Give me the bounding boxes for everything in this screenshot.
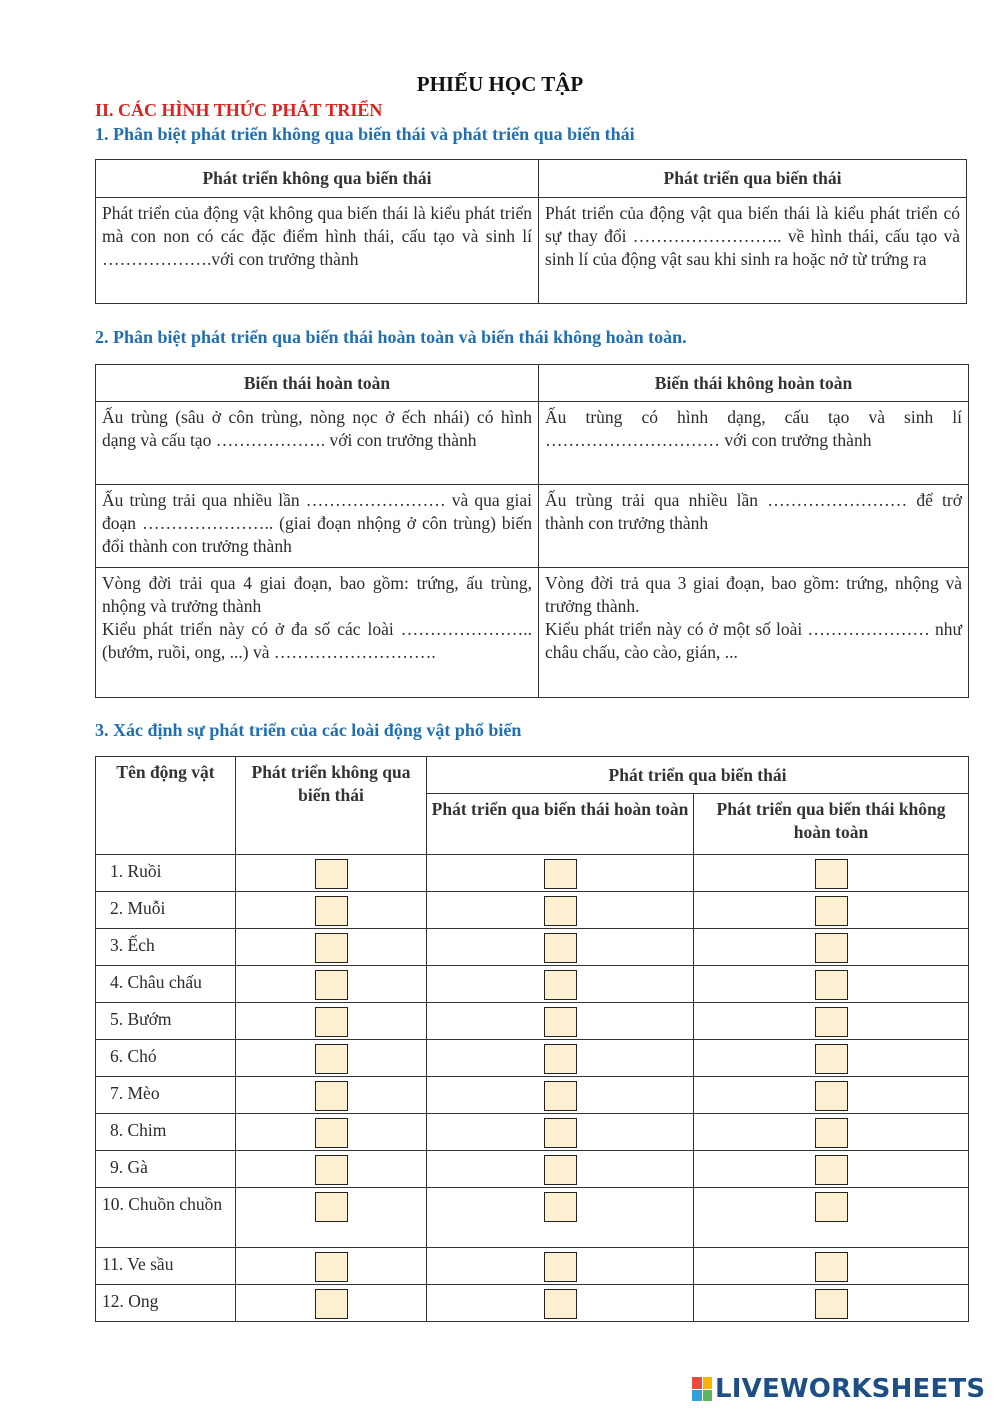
answer-box-incomplete[interactable] bbox=[815, 1192, 848, 1222]
part3-table bbox=[95, 756, 969, 1322]
animal-row bbox=[96, 892, 969, 929]
part3-header-name: Tên động vật bbox=[96, 757, 236, 855]
part1-header-left: Phát triển không qua biến thái bbox=[96, 160, 539, 198]
answer-box-no-meta[interactable] bbox=[315, 1007, 348, 1037]
part1-heading: 1. Phân biệt phát triển không qua biến thái và phát triển qua biến thái bbox=[95, 124, 635, 144]
answer-cell-complete bbox=[427, 892, 694, 929]
animal-name: 9. Gà bbox=[96, 1151, 236, 1188]
answer-box-incomplete[interactable] bbox=[815, 1252, 848, 1282]
answer-box-incomplete[interactable] bbox=[815, 859, 848, 889]
part2-row3-left-a: Vòng đời trải qua 4 giai đoạn, bao gồm: trứng, ấu trùng, nhộng và trưởng thành bbox=[102, 573, 532, 616]
animal-name: 12. Ong bbox=[96, 1285, 236, 1322]
animal-name: 11. Ve sầu bbox=[96, 1248, 236, 1285]
part2-table bbox=[95, 364, 969, 698]
part2-row2-right: Ấu trùng trải qua nhiều lần …………………… để trở thành con trưởng thành bbox=[539, 485, 969, 568]
logo-square-4 bbox=[703, 1390, 713, 1402]
answer-cell-complete bbox=[427, 855, 694, 892]
animal-row bbox=[96, 966, 969, 1003]
part1-right-text: Phát triển của động vật qua biến thái là kiểu phát triển có sự thay đổi …………………….. về hình thái, cấu tạo và sinh lí của động vật sau khi sinh ra hoặc nở từ trứng ra bbox=[539, 198, 967, 304]
part2-row3-left bbox=[96, 568, 539, 698]
part2-header-right: Biến thái không hoàn toàn bbox=[539, 365, 969, 402]
logo-square-1 bbox=[692, 1377, 702, 1389]
answer-cell-incomplete bbox=[694, 1151, 969, 1188]
answer-cell-incomplete bbox=[694, 1003, 969, 1040]
answer-box-incomplete[interactable] bbox=[815, 1155, 848, 1185]
answer-cell-no-meta bbox=[236, 1003, 427, 1040]
answer-cell-complete bbox=[427, 929, 694, 966]
answer-box-incomplete[interactable] bbox=[815, 1289, 848, 1319]
animal-row bbox=[96, 1285, 969, 1322]
answer-box-no-meta[interactable] bbox=[315, 1118, 348, 1148]
answer-box-incomplete[interactable] bbox=[815, 1007, 848, 1037]
answer-box-complete[interactable] bbox=[544, 1289, 577, 1319]
section-heading: II. CÁC HÌNH THỨC PHÁT TRIỂN bbox=[95, 100, 383, 120]
answer-box-no-meta[interactable] bbox=[315, 859, 348, 889]
animal-row bbox=[96, 1077, 969, 1114]
animal-name: 2. Muỗi bbox=[96, 892, 236, 929]
answer-cell-incomplete bbox=[694, 1114, 969, 1151]
liveworksheets-logo-icon bbox=[692, 1377, 712, 1401]
liveworksheets-brand: LIVEWORKSHEETS bbox=[715, 1374, 986, 1404]
part2-row1-right: Ấu trùng có hình dạng, cấu tạo và sinh lí ………………………… với con trưởng thành bbox=[539, 402, 969, 485]
answer-box-incomplete[interactable] bbox=[815, 933, 848, 963]
answer-box-incomplete[interactable] bbox=[815, 1118, 848, 1148]
page-title: PHIẾU HỌC TẬP bbox=[416, 72, 584, 96]
part1-table bbox=[95, 159, 967, 304]
answer-cell-complete bbox=[427, 1188, 694, 1248]
answer-cell-incomplete bbox=[694, 966, 969, 1003]
answer-cell-incomplete bbox=[694, 929, 969, 966]
answer-cell-no-meta bbox=[236, 892, 427, 929]
animal-name: 7. Mèo bbox=[96, 1077, 236, 1114]
animal-name: 4. Châu chấu bbox=[96, 966, 236, 1003]
answer-cell-no-meta bbox=[236, 966, 427, 1003]
answer-box-complete[interactable] bbox=[544, 1044, 577, 1074]
answer-cell-incomplete bbox=[694, 1040, 969, 1077]
answer-box-incomplete[interactable] bbox=[815, 1081, 848, 1111]
answer-box-no-meta[interactable] bbox=[315, 1081, 348, 1111]
answer-cell-no-meta bbox=[236, 929, 427, 966]
answer-box-complete[interactable] bbox=[544, 1007, 577, 1037]
animal-name: 6. Chó bbox=[96, 1040, 236, 1077]
answer-cell-no-meta bbox=[236, 1285, 427, 1322]
answer-box-no-meta[interactable] bbox=[315, 1289, 348, 1319]
logo-square-2 bbox=[703, 1377, 713, 1389]
answer-cell-complete bbox=[427, 1285, 694, 1322]
answer-box-complete[interactable] bbox=[544, 859, 577, 889]
logo-square-3 bbox=[692, 1390, 702, 1402]
answer-box-no-meta[interactable] bbox=[315, 1155, 348, 1185]
part2-row3-right-a: Vòng đời trả qua 3 giai đoạn, bao gồm: trứng, nhộng và trưởng thành. bbox=[545, 573, 962, 616]
part2-row3-left-b: Kiểu phát triển này có ở đa số các loài ………………….. (bướm, ruồi, ong, ...) và ………………………. bbox=[102, 619, 532, 662]
answer-box-no-meta[interactable] bbox=[315, 1044, 348, 1074]
answer-cell-incomplete bbox=[694, 1188, 969, 1248]
part2-row3-right bbox=[539, 568, 969, 698]
animal-row bbox=[96, 1003, 969, 1040]
answer-box-no-meta[interactable] bbox=[315, 1252, 348, 1282]
animal-name: 8. Chim bbox=[96, 1114, 236, 1151]
animal-rows bbox=[96, 855, 969, 1322]
answer-box-no-meta[interactable] bbox=[315, 1192, 348, 1222]
answer-cell-no-meta bbox=[236, 855, 427, 892]
answer-box-complete[interactable] bbox=[544, 1252, 577, 1282]
part2-heading: 2. Phân biệt phát triển qua biến thái hoàn toàn và biến thái không hoàn toàn. bbox=[95, 327, 687, 347]
liveworksheets-logo bbox=[692, 1374, 985, 1404]
part2-row1-left: Ấu trùng (sâu ở côn trùng, nòng nọc ở ếch nhái) có hình dạng và cấu tạo ………………. với con trưởng thành bbox=[96, 402, 539, 485]
animal-row bbox=[96, 855, 969, 892]
answer-cell-no-meta bbox=[236, 1040, 427, 1077]
answer-cell-incomplete bbox=[694, 855, 969, 892]
answer-box-complete[interactable] bbox=[544, 970, 577, 1000]
animal-row bbox=[96, 1188, 969, 1248]
answer-cell-incomplete bbox=[694, 1077, 969, 1114]
answer-box-incomplete[interactable] bbox=[815, 1044, 848, 1074]
animal-row bbox=[96, 1151, 969, 1188]
part1-left-text: Phát triển của động vật không qua biến thái là kiểu phát triển mà con non có các đặc điểm hình thái, cấu tạo và sinh lí ……………….với con trưởng thành bbox=[96, 198, 539, 304]
part3-heading: 3. Xác định sự phát triển của các loài động vật phổ biến bbox=[95, 720, 522, 740]
answer-box-incomplete[interactable] bbox=[815, 970, 848, 1000]
answer-cell-no-meta bbox=[236, 1077, 427, 1114]
answer-cell-complete bbox=[427, 1151, 694, 1188]
answer-cell-incomplete bbox=[694, 1248, 969, 1285]
answer-box-complete[interactable] bbox=[544, 1192, 577, 1222]
animal-row bbox=[96, 1248, 969, 1285]
answer-cell-complete bbox=[427, 966, 694, 1003]
answer-box-complete[interactable] bbox=[544, 1118, 577, 1148]
part1-header-right: Phát triển qua biến thái bbox=[539, 160, 967, 198]
answer-cell-complete bbox=[427, 1114, 694, 1151]
answer-box-no-meta[interactable] bbox=[315, 933, 348, 963]
animal-name: 1. Ruồi bbox=[96, 855, 236, 892]
part3-header-complete: Phát triển qua biến thái hoàn toàn bbox=[427, 794, 694, 855]
answer-cell-no-meta bbox=[236, 1188, 427, 1248]
part2-header-left: Biến thái hoàn toàn bbox=[96, 365, 539, 402]
answer-cell-complete bbox=[427, 1248, 694, 1285]
part3-header-no-meta: Phát triển không qua biến thái bbox=[236, 757, 427, 855]
answer-cell-no-meta bbox=[236, 1114, 427, 1151]
answer-box-complete[interactable] bbox=[544, 896, 577, 926]
animal-name: 10. Chuồn chuồn bbox=[96, 1188, 236, 1248]
part3-header-meta: Phát triển qua biến thái bbox=[427, 757, 969, 794]
answer-box-complete[interactable] bbox=[544, 1155, 577, 1185]
answer-cell-incomplete bbox=[694, 1285, 969, 1322]
answer-cell-incomplete bbox=[694, 892, 969, 929]
answer-box-no-meta[interactable] bbox=[315, 970, 348, 1000]
answer-cell-complete bbox=[427, 1040, 694, 1077]
animal-name: 5. Bướm bbox=[96, 1003, 236, 1040]
answer-box-incomplete[interactable] bbox=[815, 896, 848, 926]
animal-name: 3. Ếch bbox=[96, 929, 236, 966]
part2-row3-right-b: Kiểu phát triển này có ở một số loài ………………… như châu chấu, cào cào, gián, ... bbox=[545, 619, 962, 662]
animal-row bbox=[96, 929, 969, 966]
answer-cell-no-meta bbox=[236, 1248, 427, 1285]
answer-cell-complete bbox=[427, 1003, 694, 1040]
animal-row bbox=[96, 1114, 969, 1151]
answer-cell-complete bbox=[427, 1077, 694, 1114]
answer-box-no-meta[interactable] bbox=[315, 896, 348, 926]
answer-box-complete[interactable] bbox=[544, 933, 577, 963]
part3-header-incomplete: Phát triển qua biến thái không hoàn toàn bbox=[694, 794, 969, 855]
part2-row2-left: Ấu trùng trải qua nhiều lần …………………… và qua giai đoạn ………………….. (giai đoạn nhộng ở côn trùng) biến đổi thành con trưởng thành bbox=[96, 485, 539, 568]
answer-box-complete[interactable] bbox=[544, 1081, 577, 1111]
answer-cell-no-meta bbox=[236, 1151, 427, 1188]
animal-row bbox=[96, 1040, 969, 1077]
